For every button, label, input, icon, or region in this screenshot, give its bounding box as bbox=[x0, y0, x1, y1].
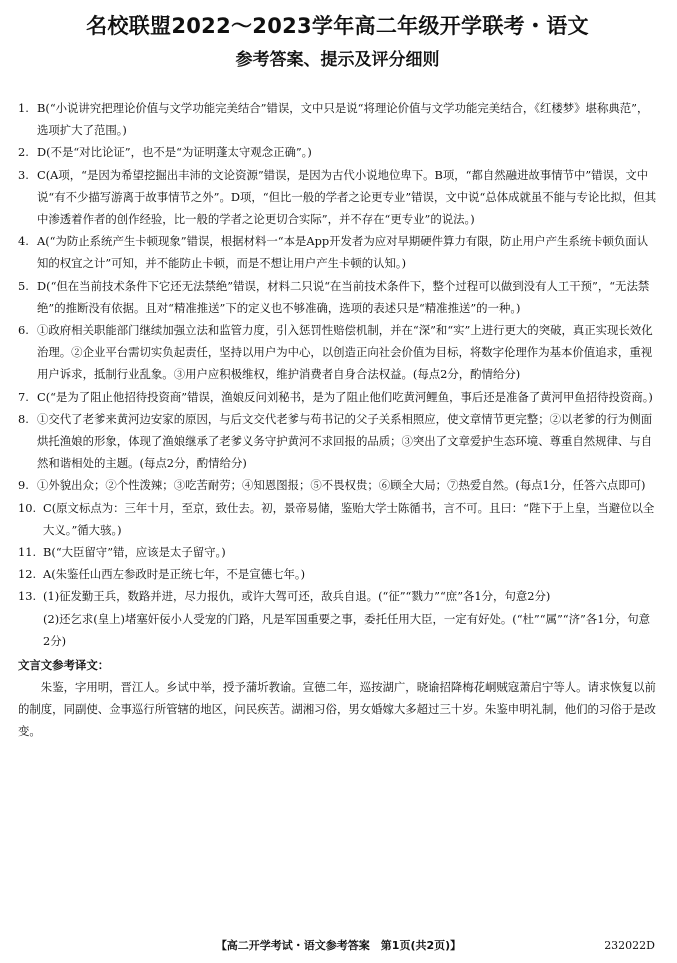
answer-item-13-part-2 bbox=[18, 608, 657, 652]
answer-item-4 bbox=[18, 230, 657, 274]
answer-number: 11. bbox=[18, 545, 37, 560]
answer-text: A(朱鉴任山西左参政时是正统七年，不是宣德七年。) bbox=[43, 567, 306, 582]
footer-page-info: 【高二开学考试・语文参考答案 第1页(共2页)】 bbox=[215, 939, 462, 952]
answer-number: 6. bbox=[18, 323, 29, 338]
answer-text: B(“大臣留守”错，应该是太子留守。) bbox=[43, 545, 226, 560]
answer-item-10 bbox=[18, 497, 657, 541]
answer-text: (1)征发勤王兵，数路并进，尽力报仇，或许大驾可还，敌兵自退。(“征”“戮力”“庶”各1分，句意2分) bbox=[43, 589, 551, 604]
answer-number: 7. bbox=[18, 389, 29, 404]
answer-text: ①交代了老爹来黄河边安家的原因，与后文交代老爹与苟书记的父子关系相照应，使文章情节更完整；②以老爹的行为侧面烘托渔娘的形象，体现了渔娘继承了老爹义务守护黄河不求回报的品质；③突出了文章爱护生态环境、尊重自然规律、与自然和谐相处的主题。(每点2分，酌情给分) bbox=[37, 411, 653, 471]
answer-text: B(“小说讲究把理论价值与文学功能完美结合”错误，文中只是说“将理论价值与文学功能完美结合，《红楼梦》堪称典范”，选项扩大了范围。) bbox=[37, 101, 649, 138]
answer-item-11 bbox=[18, 541, 657, 563]
answer-item-12 bbox=[18, 563, 657, 585]
answer-text: D(“但在当前技术条件下它还无法禁绝”错误，材料二只说“在当前技术条件下，整个过程可以做到没有人工干预”，“无法禁绝”的推断没有依据。且对“精准推送”下的定义也不够准确，选项的表述只是“精准推送”的一种。) bbox=[37, 278, 650, 315]
answer-item-7 bbox=[18, 386, 657, 408]
answer-list bbox=[18, 97, 657, 743]
answer-item-6 bbox=[18, 319, 657, 386]
answer-item-9 bbox=[18, 474, 657, 496]
answer-item-5 bbox=[18, 275, 657, 319]
translation-text: 朱鉴，字用明，晋江人。乡试中举，授予蒲圻教谕。宣德二年，巡按湖广，晓谕招降梅花峒贼寇萧启宁等人。请求恢复以前的制度，同副使、佥事巡行所管辖的地区，问民疾苦。湖湘习俗，男女婚嫁大多超过三十岁。朱鉴申明礼制，他们的习俗于是改变。 bbox=[18, 680, 656, 739]
answer-text: D(不是“对比论证”，也不是“为证明蓬太守观念正确”。) bbox=[37, 145, 312, 160]
answer-item-13 bbox=[18, 585, 657, 607]
translation-heading: 文言文参考译文： bbox=[18, 658, 110, 673]
answer-text: ①外貌出众；②个性泼辣；③吃苦耐劳；④知恩图报；⑤不畏权贵；⑥顾全大局；⑦热爱自然。(每点1分，任答六点即可) bbox=[37, 478, 646, 493]
answer-number: 1. bbox=[18, 101, 29, 115]
answer-text: (2)还乞求(皇上)堵塞奸佞小人受宠的门路，凡是军国重要之事，委托任用大臣，一定有好处。(“杜”“属”“济”各1分，句意2分) bbox=[43, 611, 651, 648]
answer-item-2 bbox=[18, 141, 657, 163]
answer-number: 10. bbox=[18, 500, 37, 515]
page-subtitle: 参考答案、提示及评分细则 bbox=[235, 50, 440, 70]
answer-text: C(A项，“是因为希望挖掘出丰沛的文论资源”错误，是因为古代小说地位卑下。B项，“都自然融进故事情节中”错误，文中说“有不少描写游离于故事情节之外”。D项，“但比一般的学者之论更专业”错误，文中说“总体成就虽不能与专论比拟，但其中渗透着作者的创作经验，比一般的学者之论更切合实际”，并不存在“更专业”的说法。) bbox=[37, 167, 657, 227]
answer-item-1 bbox=[18, 97, 657, 141]
answer-text: C(原文标点为：三年十月，至京，致仕去。初，景帝易储，鉴贻大学士陈循书，言不可。且曰：“陛下于上皇，当避位以全大义。”循大骇。) bbox=[43, 500, 655, 537]
answer-number: 12. bbox=[18, 567, 37, 582]
answer-text: C(“是为了阻止他招待投资商”错误，渔娘反问刘秘书，是为了阻止他们吃黄河鲤鱼，事后还是准备了黄河甲鱼招待投资商。) bbox=[37, 389, 653, 404]
answer-number: 4. bbox=[18, 234, 29, 249]
answer-number: 9. bbox=[18, 478, 29, 493]
page-title: 名校联盟2022～2023学年高二年级开学联考・语文 bbox=[86, 14, 589, 38]
footer-code: 232022D bbox=[604, 939, 655, 952]
answer-number: 5. bbox=[18, 278, 29, 293]
answer-item-8 bbox=[18, 408, 657, 475]
answer-text: ①政府相关职能部门继续加强立法和监管力度，引入惩罚性赔偿机制，并在“深”和“实”上进行更大的突破，真正实现长效化治理。②企业平台需切实负起责任，坚持以用户为中心，以创造正向社会价值为目标，将数字伦理作为基本价值追求，重视用户诉求，抵制行业乱象。③用户应积极维权，维护消费者自身合法权益。(每点2分，酌情给分) bbox=[37, 323, 653, 382]
page-footer bbox=[0, 937, 677, 955]
answer-text: A(“为防止系统产生卡顿现象”错误，根据材料一“本是App开发者为应对早期硬件算力有限，防止用户产生系统卡顿负面认知的权宜之计”可知，并不能防止卡顿，而是不想让用户产生卡顿的认知。) bbox=[37, 234, 649, 271]
answer-number: 3. bbox=[18, 167, 29, 182]
answer-number: 8. bbox=[18, 411, 29, 426]
answer-number: 13. bbox=[18, 589, 37, 604]
answer-number: 2. bbox=[18, 145, 29, 160]
answer-item-3 bbox=[18, 164, 657, 231]
